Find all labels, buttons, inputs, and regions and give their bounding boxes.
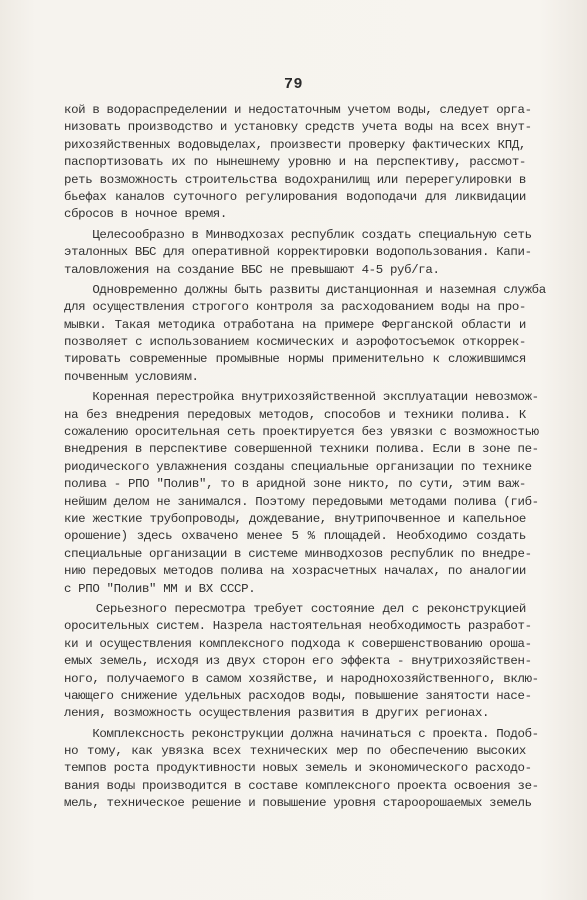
text-line: емых земель, исходя из двух сторон его эффекта - внутрихозяйствен- — [64, 654, 532, 669]
text-line: темпов роста продуктивности новых земель и экономического расходо- — [64, 761, 532, 776]
text-line: таловложения на создание ВБС не превышают 4-5 руб/га. — [64, 262, 440, 277]
text-line: эталонных ВБС для оперативной корректировки водопользования. Капи- — [64, 245, 532, 260]
text-line: нию передовых методов полива на хозрасчетных началах, по аналогии — [64, 564, 526, 579]
text-line: кой в водораспределении и недостаточным учетом воды, следует орга- — [64, 103, 532, 117]
body-text — [64, 102, 546, 816]
text-line: мель, техническое решение и повышение уровня староорошаемых земель — [64, 796, 532, 811]
text-line: Серьезного пересмотра требует состояние дел с реконструкцией — [64, 601, 526, 616]
text-line: реть возможность строительства водохранилищ или перерегулировки в — [64, 172, 526, 187]
text-line: специальные организации в системе минводхозов республик по внедре- — [64, 546, 532, 561]
text-line: позволяет с использованием космических и аэрофотосъемок откоррек- — [64, 335, 526, 350]
text-line: вания воды производится в составе комплексного проекта освоения зе- — [64, 778, 539, 793]
paragraph — [64, 389, 539, 598]
text-line: мывки. Такая методика отработана на примере Ферганской области и — [64, 317, 526, 332]
paragraph — [64, 102, 532, 224]
paragraph — [64, 726, 539, 813]
text-line: кие жесткие трубопроводы, дождевание, внутрипочвенное и капельное — [64, 511, 526, 526]
text-line: для осуществления строгого контроля за расходованием воды на про- — [64, 300, 526, 315]
text-line: но тому, как увязка всех технических мер по обеспечению высоких — [64, 744, 526, 759]
text-line: с РПО "Полив" ММ и ВХ СССР. — [64, 581, 256, 596]
text-line: низовать производство и установку средств учета воды на всех внут- — [64, 120, 532, 135]
text-line: оросительных систем. Назрела настоятельная необходимость разработ- — [64, 619, 532, 634]
paragraph — [64, 601, 539, 723]
text-line: Целесообразно в Минводхозах республик создать специальную сеть — [64, 227, 532, 242]
text-line: ления, возможность осуществления развития в других регионах. — [64, 706, 490, 721]
text-line: Комплексность реконструкции должна начинаться с проекта. Подоб- — [64, 726, 539, 741]
text-line: чающего снижение удельных расходов воды, повышение занятости насе- — [64, 688, 532, 703]
text-line: орошение) здесь охвачено менее 5 % площадей. Необходимо создать — [64, 529, 526, 544]
text-line: бьефах каналов суточного регулирования водоподачи для ликвидации — [64, 189, 526, 204]
text-line: внедрения в перспективе совершенной техники полива. Если в зоне пе- — [64, 442, 539, 457]
text-line: ного, получаемого в самом хозяйстве, и народнохозяйственного, вклю- — [64, 671, 539, 686]
text-line: Коренная перестройка внутрихозяйственной эксплуатации невозмож- — [64, 390, 539, 405]
text-line: нейшим делом не занимался. Поэтому передовыми методами полива (гиб- — [64, 494, 539, 509]
text-line: паспортизовать их по нынешнему уровню и на перспективу, рассмот- — [64, 155, 526, 170]
text-line: тировать современные промывные нормы применительно к сложившимся — [64, 352, 526, 367]
text-line: риодического увлажнения созданы специальные организации по технике — [64, 459, 532, 474]
text-line: Одновременно должны быть развиты дистанционная и наземная служба — [64, 282, 546, 297]
text-line: сбросов в ночное время. — [64, 207, 227, 222]
text-line: на без внедрения передовых методов, способов и техники полива. К — [64, 407, 526, 422]
text-line: почвенным условиям. — [64, 369, 199, 384]
text-line: сожалению оросительная сеть проектируется без увязки с возможностью — [64, 425, 539, 440]
paragraph — [64, 282, 546, 386]
paragraph — [64, 227, 532, 279]
text-line: ки и осуществления комплексного подхода к совершенствованию ороша- — [64, 636, 532, 651]
text-line: рихозяйственных водовыделах, произвести проверку фактических КПД, — [64, 137, 526, 152]
page-number: 79 — [283, 76, 303, 93]
text-line: полива - РПО "Полив", то в аридной зоне никто, по сути, этим важ- — [64, 477, 526, 492]
